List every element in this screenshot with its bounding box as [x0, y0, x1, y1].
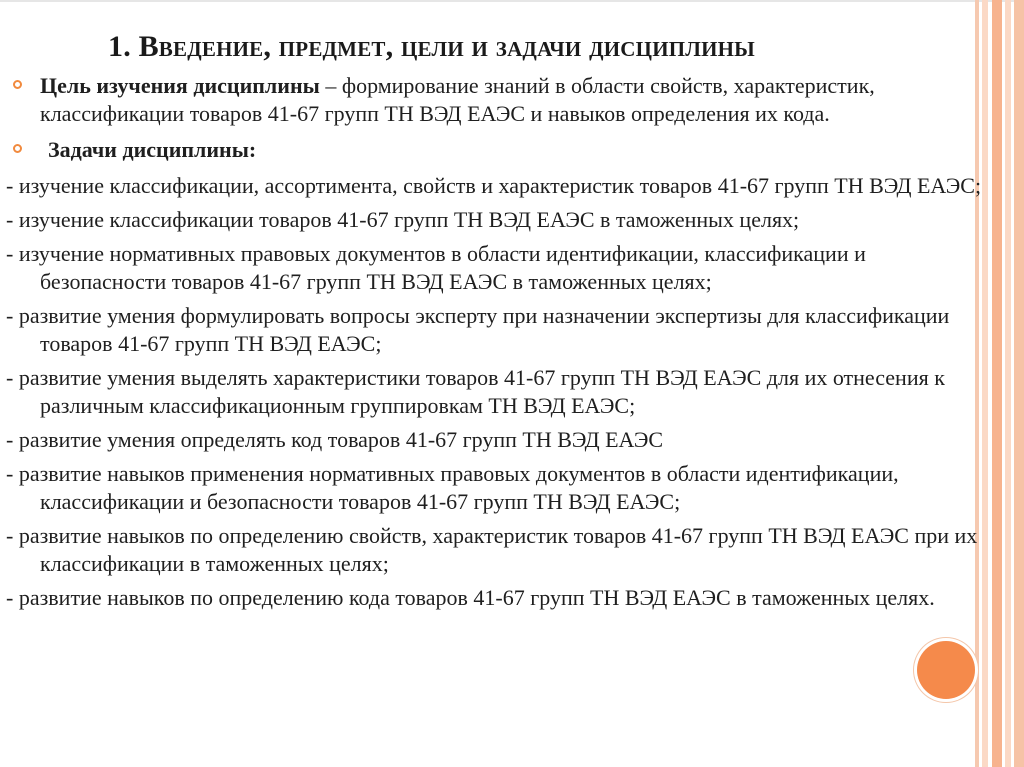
top-edge	[0, 0, 1024, 2]
task-item: - изучение нормативных правовых документов в области идентификации, классификации и безопасности товаров 41-67 групп ТН ВЭД ЕАЭС в таможенных целях;	[6, 241, 866, 294]
decor-stripe	[1014, 0, 1024, 767]
goal-bullet	[6, 72, 996, 128]
tasks-bullet	[6, 136, 996, 164]
task-item: - развитие навыков по определению свойств, характеристик товаров 41-67 групп ТН ВЭД ЕАЭС при их классификации в таможенных целях;	[6, 523, 978, 576]
task-item: - развитие умения определять код товаров 41-67 групп ТН ВЭД ЕАЭС	[6, 427, 664, 452]
task-item: - изучение классификации товаров 41-67 групп ТН ВЭД ЕАЭС в таможенных целях;	[6, 207, 800, 232]
goal-text: формирование знаний в области свойств, характеристик, классификации товаров 41-67 групп ТН ВЭД ЕАЭС и навыков определения их кода.	[40, 73, 875, 126]
slide-body	[6, 72, 996, 618]
task-item: - развитие навыков по определению кода товаров 41-67 групп ТН ВЭД ЕАЭС в таможенных целях.	[6, 585, 935, 610]
goal-label: Цель изучения дисциплины	[40, 73, 320, 98]
task-item: - развитие навыков применения нормативных правовых документов в области идентификации, классификации и безопасности товаров 41-67 групп ТН ВЭД ЕАЭС;	[6, 461, 899, 514]
task-item: - развитие умения выделять характеристики товаров 41-67 групп ТН ВЭД ЕАЭС для их отнесения к различным классификационным группировкам ТН ВЭД ЕАЭС;	[6, 365, 945, 418]
decor-stripe	[1005, 0, 1011, 767]
task-item: - изучение классификации, ассортимента, свойств и характеристик товаров 41-67 групп ТН ВЭД ЕАЭС;	[6, 173, 982, 198]
slide-title: 1. Введение, предмет, цели и задачи дисциплины	[108, 30, 755, 63]
decor-circle	[917, 641, 975, 699]
task-item: - развитие умения формулировать вопросы эксперту при назначении экспертизы для классификации товаров 41-67 групп ТН ВЭД ЕАЭС;	[6, 303, 950, 356]
bullet-icon	[13, 144, 22, 153]
tasks-heading: Задачи дисциплины:	[48, 137, 257, 162]
bullet-icon	[13, 80, 22, 89]
goal-separator: –	[319, 73, 342, 98]
